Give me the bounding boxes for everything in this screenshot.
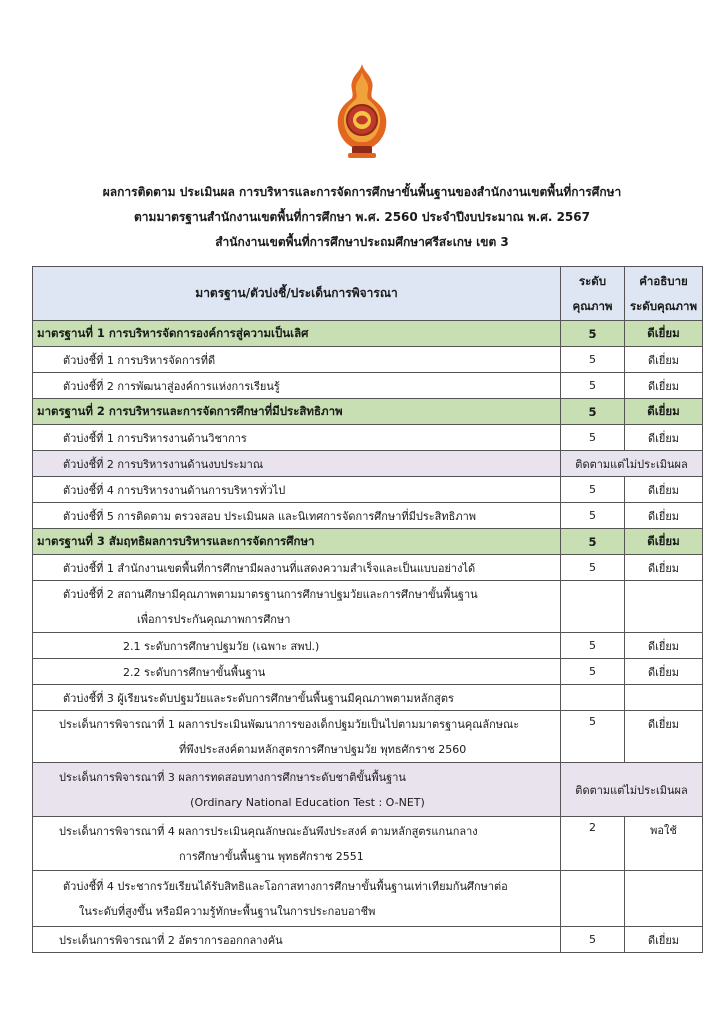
- header-description: [625, 267, 703, 321]
- table-row: [33, 529, 703, 555]
- table-row: [33, 927, 703, 953]
- table-row: [33, 581, 703, 633]
- quality-description: ดีเยี่ยม: [625, 347, 703, 373]
- quality-description: ดีเยี่ยม: [625, 477, 703, 503]
- obec-emblem-logo: [330, 62, 394, 162]
- quality-level: 5: [561, 633, 625, 659]
- quality-level: 5: [561, 477, 625, 503]
- evaluation-table: [32, 266, 703, 953]
- header-level-line2: คุณภาพ: [572, 298, 613, 313]
- consideration-label-line2: ที่พึงประสงค์ตามหลักสูตรการศึกษาปฐมวัย พุทธศักราช 2560: [179, 742, 467, 756]
- table-header-row: [33, 267, 703, 321]
- header-level: [561, 267, 625, 321]
- table-row: [33, 871, 703, 927]
- not-evaluated-note: ติดตามแต่ไม่ประเมินผล: [561, 763, 703, 817]
- table-row: [33, 817, 703, 871]
- indicator-label-line2: ในระดับที่สูงขึ้น หรือมีความรู้ทักษะพื้นฐานในการประกอบอาชีพ: [79, 904, 376, 918]
- quality-description: ดีเยี่ยม: [625, 529, 703, 555]
- quality-description: ดีเยี่ยม: [625, 373, 703, 399]
- document-title: [0, 180, 724, 255]
- quality-description: ดีเยี่ยม: [625, 711, 703, 763]
- indicator-label: ตัวบ่งชี้ที่ 5 การติดตาม ตรวจสอบ ประเมินผล และนิเทศการจัดการศึกษาที่มีประสิทธิภาพ: [33, 503, 561, 529]
- quality-description: ดีเยี่ยม: [625, 927, 703, 953]
- quality-description: ดีเยี่ยม: [625, 425, 703, 451]
- quality-level: 5: [561, 321, 625, 347]
- quality-level: 5: [561, 399, 625, 425]
- quality-description: ดีเยี่ยม: [625, 503, 703, 529]
- indicator-label: ตัวบ่งชี้ที่ 1 การบริหารงานด้านวิชาการ: [33, 425, 561, 451]
- quality-level: 5: [561, 711, 625, 763]
- title-line-1: ผลการติดตาม ประเมินผล การบริหารและการจัดการศึกษาขั้นพื้นฐานของสำนักงานเขตพื้นที่การศึกษา: [102, 185, 622, 199]
- indicator-label: ตัวบ่งชี้ที่ 2 การบริหารงานด้านงบประมาณ: [33, 451, 561, 477]
- quality-level: 5: [561, 927, 625, 953]
- quality-level: 2: [561, 817, 625, 871]
- indicator-label: ตัวบ่งชี้ที่ 1 สำนักงานเขตพื้นที่การศึกษามีผลงานที่แสดงความสำเร็จและเป็นแบบอย่างได้: [33, 555, 561, 581]
- quality-description: ดีเยี่ยม: [625, 555, 703, 581]
- table-row: [33, 347, 703, 373]
- quality-level: 5: [561, 659, 625, 685]
- quality-level: 5: [561, 373, 625, 399]
- standard-1-label: มาตรฐานที่ 1 การบริหารจัดการองค์การสู่ความเป็นเลิศ: [33, 321, 561, 347]
- quality-description: [625, 581, 703, 633]
- table-row: [33, 711, 703, 763]
- quality-level: 5: [561, 503, 625, 529]
- indicator-label-line2: เพื่อการประกันคุณภาพการศึกษา: [137, 612, 291, 626]
- quality-description: [625, 685, 703, 711]
- sub-level-label: 2.2 ระดับการศึกษาขั้นพื้นฐาน: [33, 659, 561, 685]
- quality-level: [561, 871, 625, 927]
- standard-3-label: มาตรฐานที่ 3 สัมฤทธิผลการบริหารและการจัดการศึกษา: [33, 529, 561, 555]
- indicator-label: [33, 871, 561, 927]
- table-row: [33, 399, 703, 425]
- sub-level-label: 2.1 ระดับการศึกษาปฐมวัย (เฉพาะ สพป.): [33, 633, 561, 659]
- not-evaluated-note: ติดตามแต่ไม่ประเมินผล: [561, 451, 703, 477]
- indicator-label: ตัวบ่งชี้ที่ 2 การพัฒนาสู่องค์การแห่งการเรียนรู้: [33, 373, 561, 399]
- quality-description: ดีเยี่ยม: [625, 659, 703, 685]
- table-row: [33, 477, 703, 503]
- table-row: [33, 503, 703, 529]
- table-row: [33, 659, 703, 685]
- indicator-label: [33, 581, 561, 633]
- title-line-3: สำนักงานเขตพื้นที่การศึกษาประถมศึกษาศรีสะเกษ เขต 3: [215, 235, 509, 249]
- quality-description: ดีเยี่ยม: [625, 321, 703, 347]
- consideration-label-line1: ประเด็นการพิจารณาที่ 4 ผลการประเมินคุณลักษณะอันพึงประสงค์ ตามหลักสูตรแกนกลาง: [59, 824, 478, 838]
- standard-2-label: มาตรฐานที่ 2 การบริหารและการจัดการศึกษาที่มีประสิทธิภาพ: [33, 399, 561, 425]
- quality-level: 5: [561, 347, 625, 373]
- table-row: [33, 763, 703, 817]
- indicator-label-line1: ตัวบ่งชี้ที่ 2 สถานศึกษามีคุณภาพตามมาตรฐานการศึกษาปฐมวัยและการศึกษาขั้นพื้นฐาน: [63, 587, 478, 601]
- consideration-label: [33, 763, 561, 817]
- consideration-label-line1: ประเด็นการพิจารณาที่ 1 ผลการประเมินพัฒนาการของเด็กปฐมวัยเป็นไปตามมาตรฐานคุณลักษณะ: [59, 717, 520, 731]
- quality-description: [625, 871, 703, 927]
- table-row: [33, 425, 703, 451]
- quality-level: [561, 581, 625, 633]
- consideration-label: ประเด็นการพิจารณาที่ 2 อัตราการออกกลางคัน: [33, 927, 561, 953]
- table-row: [33, 685, 703, 711]
- header-level-line1: ระดับ: [578, 273, 607, 288]
- quality-level: 5: [561, 555, 625, 581]
- quality-level: [561, 685, 625, 711]
- table-row: [33, 321, 703, 347]
- consideration-label: [33, 817, 561, 871]
- indicator-label: ตัวบ่งชี้ที่ 1 การบริหารจัดการที่ดี: [33, 347, 561, 373]
- quality-description: ดีเยี่ยม: [625, 399, 703, 425]
- quality-description: พอใช้: [625, 817, 703, 871]
- table-row: [33, 633, 703, 659]
- consideration-label-line2: (Ordinary National Education Test : O-NET): [190, 795, 425, 809]
- consideration-label: [33, 711, 561, 763]
- indicator-label: ตัวบ่งชี้ที่ 3 ผู้เรียนระดับปฐมวัยและระดับการศึกษาขั้นพื้นฐานมีคุณภาพตามหลักสูตร: [33, 685, 561, 711]
- quality-description: ดีเยี่ยม: [625, 633, 703, 659]
- consideration-label-line2: การศึกษาขั้นพื้นฐาน พุทธศักราช 2551: [179, 849, 364, 863]
- indicator-label-line1: ตัวบ่งชี้ที่ 4 ประชากรวัยเรียนได้รับสิทธิและโอกาสทางการศึกษาขั้นพื้นฐานเท่าเทียมกันศึกษาต่อ: [63, 879, 508, 893]
- table-row: [33, 555, 703, 581]
- table-row: [33, 451, 703, 477]
- consideration-label-line1: ประเด็นการพิจารณาที่ 3 ผลการทดสอบทางการศึกษาระดับชาติขั้นพื้นฐาน: [59, 770, 406, 784]
- indicator-label: ตัวบ่งชี้ที่ 4 การบริหารงานด้านการบริหารทั่วไป: [33, 477, 561, 503]
- title-line-2: ตามมาตรฐานสำนักงานเขตพื้นที่การศึกษา พ.ศ. 2560 ประจำปีงบประมาณ พ.ศ. 2567: [134, 210, 590, 224]
- quality-level: 5: [561, 425, 625, 451]
- table-row: [33, 373, 703, 399]
- quality-level: 5: [561, 529, 625, 555]
- header-desc-line2: ระดับคุณภาพ: [629, 298, 698, 313]
- header-desc-line1: คำอธิบาย: [639, 273, 688, 288]
- header-indicator: มาตรฐาน/ตัวบ่งชี้/ประเด็นการพิจารณา: [33, 267, 561, 321]
